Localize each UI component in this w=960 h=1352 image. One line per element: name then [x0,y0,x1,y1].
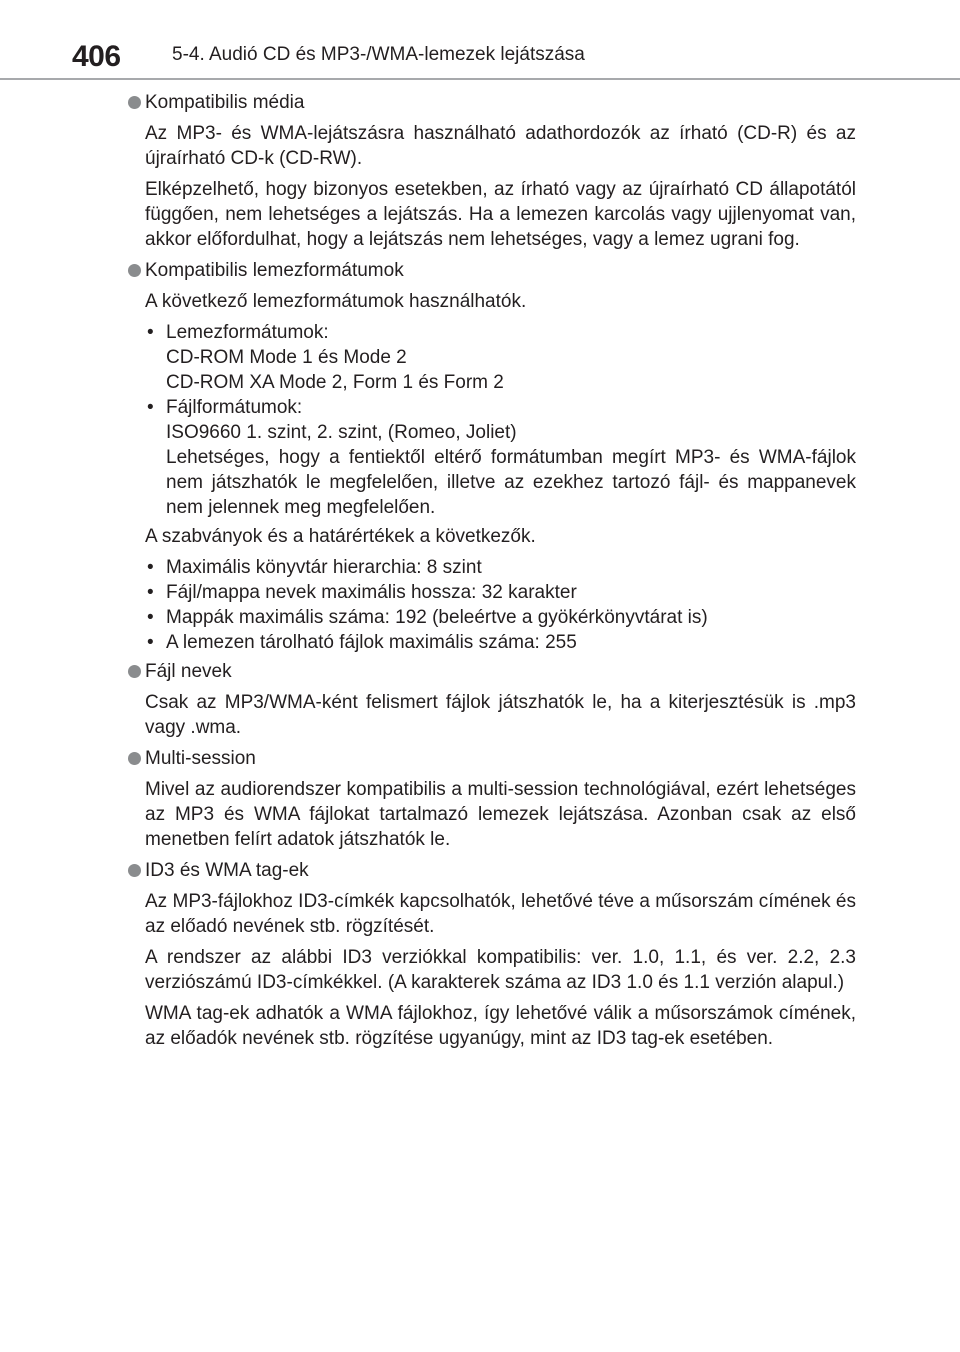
header-rule [0,78,960,80]
bullet-dot-icon: • [147,632,154,653]
section-heading: Fájl nevek [128,659,856,684]
section-heading: Kompatibilis lemezformátumok [128,258,856,283]
section-title: 5-4. Audió CD és MP3-/WMA-lemezek lejátszása [172,44,585,65]
paragraph: A rendszer az alábbi ID3 verziókkal kompatibilis: ver. 1.0, 1.1, és ver. 2.2, 2.3 verziószámú ID3-címkékkel. (A karakterek száma az ID3 1.0 és 1.1 verzión alapul.) [145,947,856,993]
list-item: • Fájlformátumok: ISO9660 1. szint, 2. szint, (Romeo, Joliet) Lehetséges, hogy a fentiektől eltérő formátumban megírt MP3- és WMA-fájlok nem játszhatók le megfelelően, illetve az ezekhez tartozó fájl- és mappanevek nem jelennek meg megfelelően. [147,397,856,518]
list-item: • A lemezen tárolható fájlok maximális száma: 255 [147,632,577,653]
list-item: • Mappák maximális száma: 192 (beleértve a gyökérkönyvtárat is) [147,607,708,628]
section-heading: ID3 és WMA tag-ek [128,858,856,883]
bullet-circle-icon [128,264,141,277]
paragraph: Az MP3- és WMA-lejátszásra használható adathordozók az írható (CD-R) és az újraírható CD-k (CD-RW). [145,123,856,169]
page-header [0,0,960,80]
bullet-dot-icon: • [147,322,154,343]
list-item: • Fájl/mappa nevek maximális hossza: 32 karakter [147,582,577,603]
bullet-circle-icon [128,864,141,877]
limits-list [128,555,856,655]
list-item: • Lemezformátumok: CD-ROM Mode 1 és Mode 2 CD-ROM XA Mode 2, Form 1 és Form 2 [147,322,504,393]
paragraph: A következő lemezformátumok használhatók. [145,291,527,312]
paragraph: Mivel az audiorendszer kompatibilis a multi-session technológiával, ezért lehetséges az MP3 és WMA fájlokat tartalmazó lemezek lejátszása. Azonban csak az első menetben felírt adatok játszhatók le. [145,779,856,850]
page-content [128,90,856,1057]
bullet-dot-icon: • [147,557,154,578]
bullet-circle-icon [128,752,141,765]
section-heading: Multi-session [128,746,856,771]
section-heading: Kompatibilis média [128,90,856,115]
bullet-circle-icon [128,665,141,678]
page-number: 406 [72,40,121,73]
paragraph: Az MP3-fájlokhoz ID3-címkék kapcsolhatók, lehetővé téve a műsorszám címének és az előadó nevének stb. rögzítését. [145,891,856,937]
paragraph: Elképzelhető, hogy bizonyos esetekben, az írható vagy az újraírható CD állapotától függően, nem lehetséges a lejátszás. Ha a lemezen karcolás vagy ujjlenyomat van, akkor előfordulhat, hogy a lejátszás nem lehetséges, vagy a lemez ugrani fog. [145,179,856,250]
paragraph: A szabványok és a határértékek a következők. [145,526,536,547]
bullet-dot-icon: • [147,607,154,628]
bullet-circle-icon [128,96,141,109]
list-item: • Maximális könyvtár hierarchia: 8 szint [147,557,482,578]
bullet-dot-icon: • [147,397,154,418]
paragraph: WMA tag-ek adhatók a WMA fájlokhoz, így lehetővé válik a műsorszámok címének, az előadók nevének stb. rögzítése ugyanúgy, mint az ID3 tag-ek esetében. [145,1003,856,1049]
paragraph: Csak az MP3/WMA-ként felismert fájlok játszhatók le, ha a kiterjesztésük is .mp3 vagy .wma. [145,692,856,738]
bullet-dot-icon: • [147,582,154,603]
format-list [128,320,856,520]
